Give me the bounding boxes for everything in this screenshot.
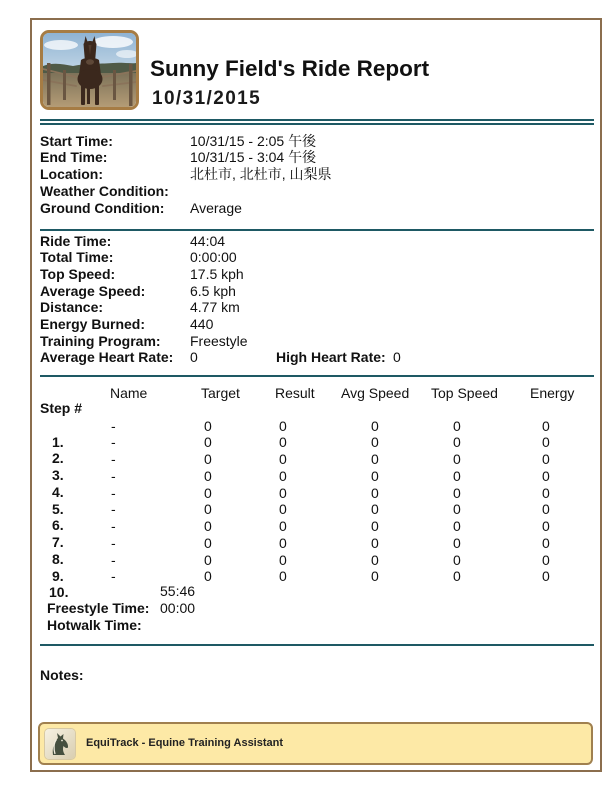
end-time-value: 10/31/15 - 3:04 午後 [190, 149, 317, 166]
high-heart-rate-label: High Heart Rate: [276, 349, 386, 366]
training-program-value: Freestyle [190, 332, 248, 349]
step-name-cell: - [111, 417, 116, 434]
step-target-cell: 0 [204, 434, 212, 451]
step-row [0, 434, 612, 450]
step-energy-cell: 0 [542, 417, 550, 434]
distance-label: Distance: [40, 299, 104, 316]
step-row [0, 501, 612, 517]
step-energy-cell: 0 [542, 451, 550, 467]
weather-condition-label: Weather Condition: [40, 182, 169, 199]
freestyle-time-label: Freestyle Time: [47, 599, 150, 616]
header-divider-bottom [40, 123, 594, 125]
average-heart-rate-label: Average Heart Rate: [40, 349, 174, 366]
step-avg-speed-cell: 0 [371, 534, 379, 551]
step-row [0, 451, 612, 467]
step-result-cell: 0 [279, 551, 287, 568]
average-heart-rate-value: 0 [190, 349, 198, 366]
step-row [0, 518, 612, 534]
step-time-value: 55:46 [160, 582, 196, 599]
details-divider [40, 229, 594, 231]
step-target-cell: 0 [204, 501, 212, 518]
step-energy-cell: 0 [542, 568, 550, 585]
ground-condition-label: Ground Condition: [40, 199, 165, 216]
step-energy-cell: 0 [542, 518, 550, 534]
energy-burned-value: 440 [190, 316, 214, 332]
step-number: 7. [52, 534, 64, 550]
stats-divider [40, 375, 594, 377]
step-result-cell: 0 [279, 568, 287, 585]
step-row [0, 485, 612, 501]
step-avg-speed-cell: 0 [371, 518, 379, 534]
report-date: 10/31/2015 [152, 87, 262, 109]
step-top-speed-cell: 0 [453, 534, 461, 551]
horse-photo [40, 30, 139, 110]
average-speed-value: 6.5 kph [190, 282, 236, 299]
step-top-speed-cell: 0 [453, 467, 461, 484]
equitrack-logo-icon [45, 729, 75, 759]
step-target-cell: 0 [204, 484, 212, 501]
step-name-cell: - [111, 551, 116, 568]
step-name-cell: - [111, 501, 116, 518]
step-top-speed-cell: 0 [453, 417, 461, 434]
step-energy-cell: 0 [542, 534, 550, 551]
footer-app-name: EquiTrack - Equine Training Assistant [86, 737, 284, 749]
step-result-cell: 0 [279, 534, 287, 551]
step-avg-speed-cell: 0 [371, 501, 379, 518]
end-time-label: End Time: [40, 149, 108, 166]
step-name-cell: - [111, 534, 116, 551]
step-number: 6. [52, 517, 64, 534]
step-energy-cell: 0 [542, 551, 550, 568]
step-avg-speed-cell: 0 [371, 568, 379, 585]
training-program-label: Training Program: [40, 332, 161, 349]
high-heart-rate-value: 0 [393, 349, 401, 366]
step-number: 9. [52, 567, 64, 584]
step-top-speed-cell: 0 [453, 551, 461, 568]
ground-condition-value: Average [190, 199, 242, 216]
column-header-name: Name [110, 384, 148, 401]
report-title: Sunny Field's Ride Report [150, 56, 430, 81]
column-header-energy: Energy [530, 384, 575, 401]
start-time-label: Start Time: [40, 132, 113, 149]
step-target-cell: 0 [204, 551, 212, 568]
ride-time-value: 44:04 [190, 232, 226, 249]
location-value: 北杜市, 北杜市, 山梨県 [190, 166, 332, 182]
step-target-cell: 0 [204, 451, 212, 467]
total-time-label: Total Time: [40, 249, 114, 266]
top-speed-value: 17.5 kph [190, 265, 244, 282]
step-number: 4. [52, 483, 64, 500]
step-avg-speed-cell: 0 [371, 417, 379, 434]
step-result-cell: 0 [279, 484, 287, 501]
average-speed-label: Average Speed: [40, 282, 146, 299]
step-target-cell: 0 [204, 534, 212, 551]
step-name-cell: - [111, 467, 116, 484]
column-header-avg-speed: Avg Speed [341, 384, 410, 401]
step-number: 5. [52, 500, 64, 517]
step-avg-speed-cell: 0 [371, 551, 379, 568]
step-row [0, 535, 612, 551]
step-name-cell: - [111, 518, 116, 534]
step-row [0, 552, 612, 568]
step-energy-cell: 0 [542, 501, 550, 518]
step-top-speed-cell: 0 [453, 451, 461, 467]
step-number: 3. [52, 467, 64, 483]
energy-burned-label: Energy Burned: [40, 316, 146, 332]
step-target-cell: 0 [204, 417, 212, 434]
total-time-value: 0:00:00 [190, 249, 237, 266]
notes-label: Notes: [40, 666, 84, 683]
step-avg-speed-cell: 0 [371, 451, 379, 467]
step-top-speed-cell: 0 [453, 484, 461, 501]
step-result-cell: 0 [279, 501, 287, 518]
location-label: Location: [40, 166, 103, 182]
step-number: 1. [52, 433, 64, 450]
freestyle-time-value: 00:00 [160, 599, 196, 616]
step-number: 2. [52, 450, 64, 467]
step-top-speed-cell: 0 [453, 568, 461, 585]
step-target-cell: 0 [204, 568, 212, 585]
step-top-speed-cell: 0 [453, 518, 461, 534]
column-header-target: Target [201, 384, 240, 401]
step-target-cell: 0 [204, 518, 212, 534]
app-footer [38, 722, 593, 765]
start-time-value: 10/31/15 - 2:05 午後 [190, 132, 317, 149]
step-top-speed-cell: 0 [453, 434, 461, 451]
step-row [0, 468, 612, 484]
distance-value: 4.77 km [190, 299, 240, 316]
step-result-cell: 0 [279, 417, 287, 434]
column-header-step-number: Step # [40, 399, 83, 416]
table-divider [40, 644, 594, 646]
step-name-cell: - [111, 568, 116, 585]
step-row [0, 418, 612, 434]
step-energy-cell: 0 [542, 467, 550, 484]
step-number: 10. [49, 584, 69, 601]
step-result-cell: 0 [279, 518, 287, 534]
column-header-result: Result [275, 384, 315, 401]
step-name-cell: - [111, 451, 116, 467]
ride-time-label: Ride Time: [40, 232, 112, 249]
header-divider-top [40, 119, 594, 121]
step-result-cell: 0 [279, 451, 287, 467]
step-avg-speed-cell: 0 [371, 434, 379, 451]
step-row [0, 568, 612, 584]
step-target-cell: 0 [204, 467, 212, 484]
step-result-cell: 0 [279, 467, 287, 484]
top-speed-label: Top Speed: [40, 265, 116, 282]
step-number: 8. [52, 550, 64, 567]
step-result-cell: 0 [279, 434, 287, 451]
step-name-cell: - [111, 484, 116, 501]
step-energy-cell: 0 [542, 434, 550, 451]
column-header-top-speed: Top Speed [431, 384, 498, 401]
step-top-speed-cell: 0 [453, 501, 461, 518]
step-name-cell: - [111, 434, 116, 451]
step-avg-speed-cell: 0 [371, 484, 379, 501]
step-avg-speed-cell: 0 [371, 467, 379, 484]
hotwalk-time-label: Hotwalk Time: [47, 616, 142, 633]
step-energy-cell: 0 [542, 484, 550, 501]
